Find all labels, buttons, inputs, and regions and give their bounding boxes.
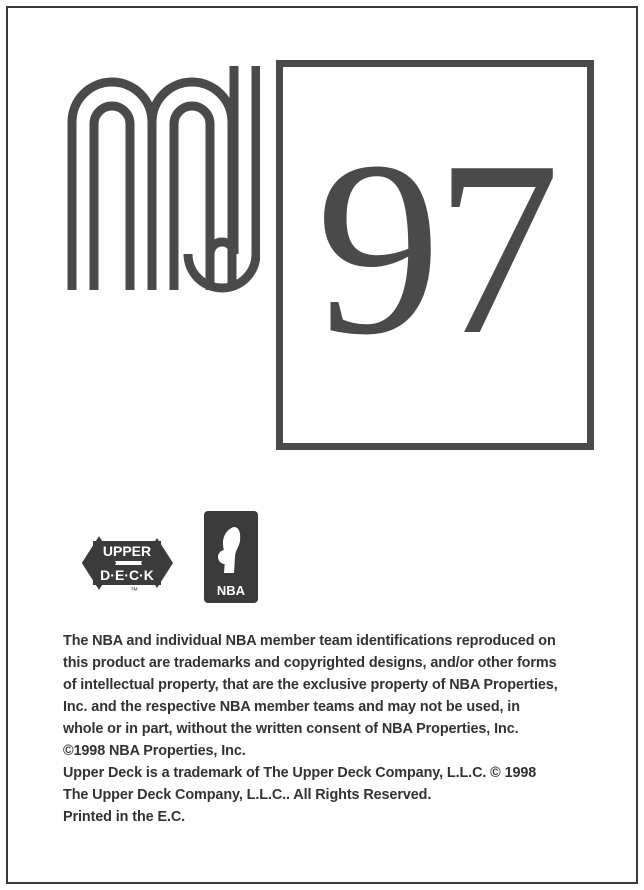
year-text: 97 — [316, 110, 554, 387]
nba-logo — [204, 511, 258, 603]
trademark-mark: ™ — [130, 586, 138, 595]
svg-text:UPPER: UPPER — [102, 543, 152, 559]
upper-deck-logo — [63, 508, 193, 618]
legal-paragraph-nba: The NBA and individual NBA member team identifications reproduced on this product are trademarks and copyrighted designs, and/or other forms of intellectual property, that are the exclusive property of NBA Properties, Inc. and the respective NBA member teams and may not be used, in whole or in part, without the written consent of NBA Properties, Inc. ©1998 NBA Properties, Inc. — [63, 633, 558, 759]
legal-text-block — [63, 630, 563, 828]
year-frame — [276, 60, 594, 450]
card-inner-surface — [8, 8, 636, 882]
year-frame-inner — [283, 67, 587, 443]
mj-logotype — [60, 58, 260, 298]
legal-paragraph-upper-deck: Upper Deck is a trademark of The Upper Deck Company, L.L.C. © 1998 The Upper Deck Company, L.L.C.. All Rights Reserved. — [63, 765, 537, 803]
svg-text:D·E·C·K: D·E·C·K — [100, 567, 154, 583]
svg-text:NBA: NBA — [216, 583, 246, 598]
legal-paragraph-printed: Printed in the E.C. — [63, 809, 186, 825]
